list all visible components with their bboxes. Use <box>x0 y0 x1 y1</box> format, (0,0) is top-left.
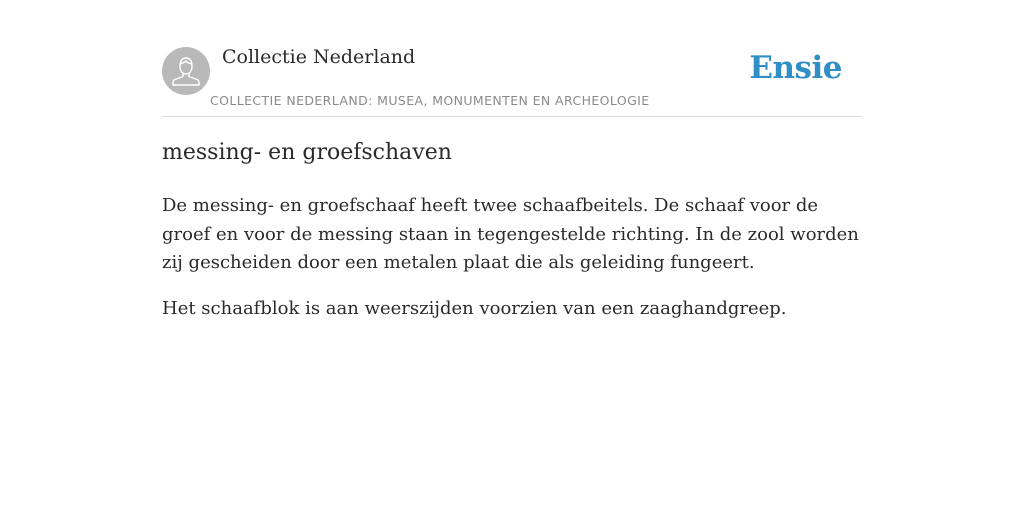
author-avatar[interactable] <box>162 47 210 95</box>
page <box>162 0 862 319</box>
author-name-link[interactable]: Collectie Nederland <box>222 46 416 68</box>
ensie-logo-link[interactable]: Ensie <box>749 50 842 86</box>
user-silhouette-icon <box>162 47 210 95</box>
author-subtitle: COLLECTIE NEDERLAND: MUSEA, MONUMENTEN EN ARCHEOLOGIE <box>210 93 650 108</box>
article-body <box>162 192 867 340</box>
article-paragraph: Het schaafblok is aan weerszijden voorzien van een zaaghandgreep. <box>162 297 787 319</box>
article-title: messing- en groefschaven <box>162 140 452 165</box>
header <box>162 0 862 117</box>
article-paragraph: De messing- en groefschaaf heeft twee schaafbeitels. De schaaf voor de groef en voor de messing staan in tegengestelde richting. In de zool worden zij gescheiden door een metalen plaat die als geleiding fungeert. <box>162 195 859 273</box>
